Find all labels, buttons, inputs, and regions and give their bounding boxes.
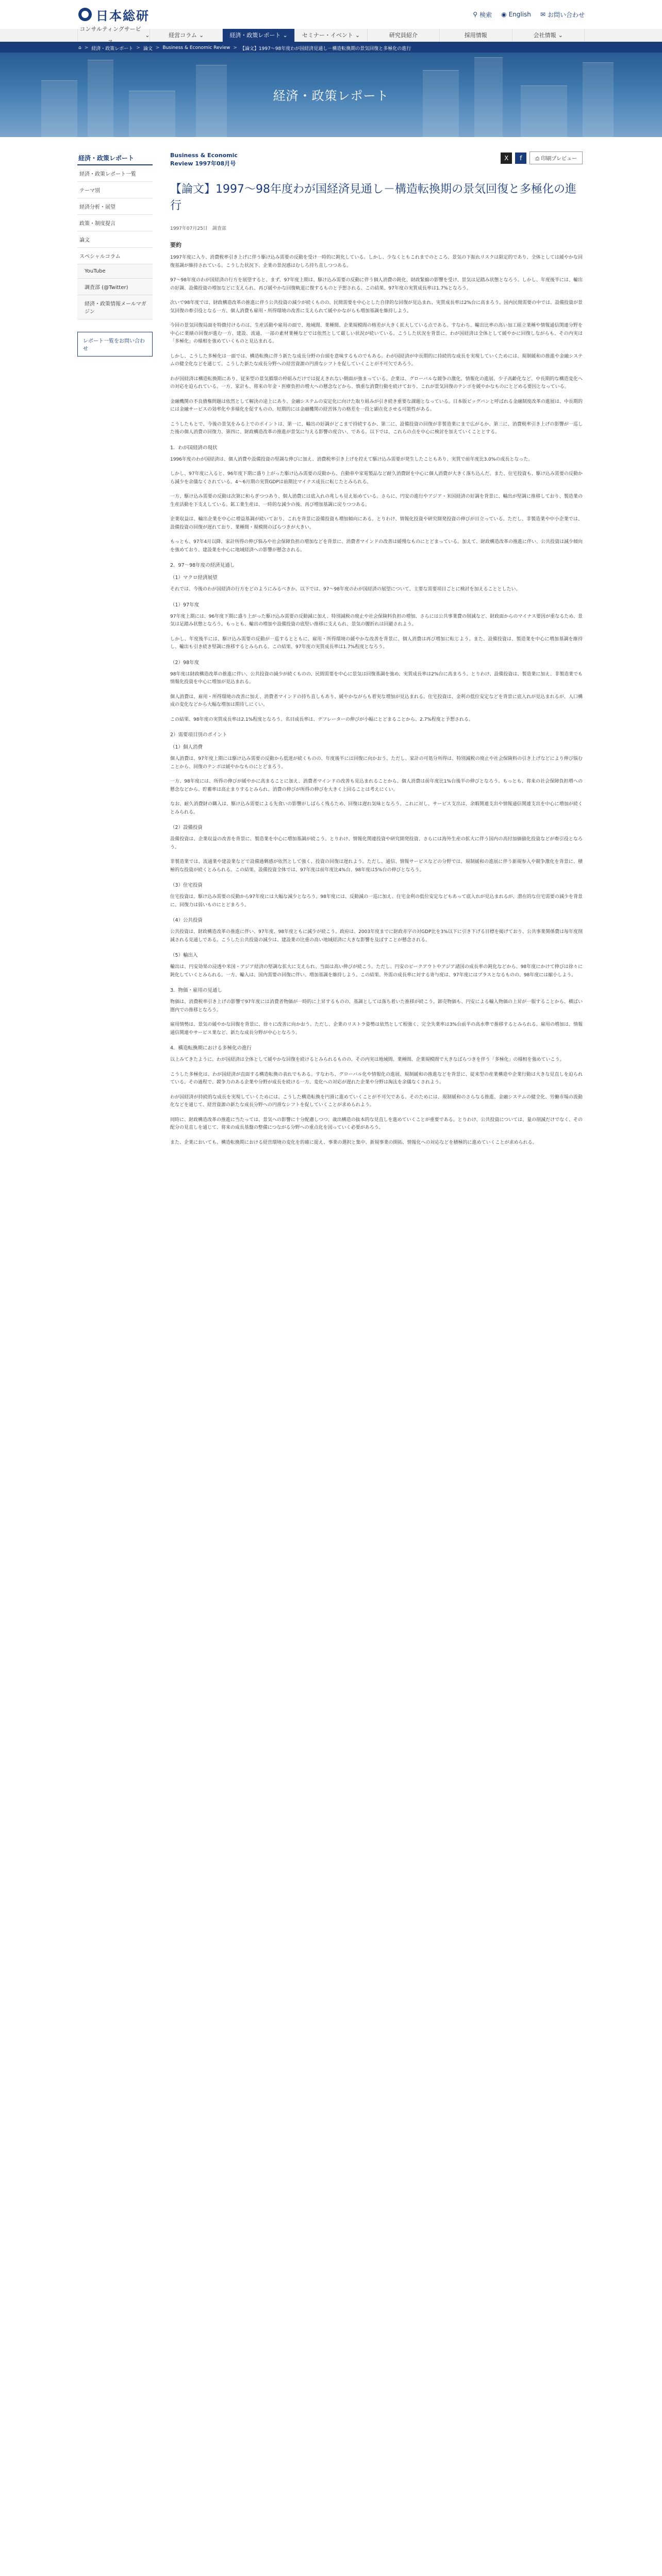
english-link[interactable] [501, 11, 531, 18]
body-paragraph: 1997年度に入り、消費税率引き上げに伴う駆け込み需要の反動を受け一時的に鈍化している。しかし、少なくともこれまでのところ、景気の下振れリスクは限定的であり、全体としては緩やかな回復基調が維持されている。こうした状況下、企業の景況感はむしろ持ち直しつつある。 [170, 255, 583, 268]
sidebar-item-policy[interactable] [77, 215, 153, 231]
sidebar-item-label: 政策・制度提言 [79, 221, 115, 227]
print-preview-button[interactable] [529, 151, 583, 164]
body-paragraph: しかし、年度後半には、駆け込み需要の反動が一巡するとともに、雇用・所得環境の緩やかな改善を背景に、個人消費は再び増加に転じよう。また、設備投資は、製造業を中心に増加基調を維持し、輸出も引き続き堅調に推移するとみられる。この結果、97年度の実質成長率は1.7%程度となろう。 [170, 636, 583, 650]
nav-item-label: 経済・政策レポート [229, 32, 281, 39]
body-paragraph: しかし、こうした多極化は一面では、構造転換に伴う新たな成長分野の台頭を意味するものでもある。わが国経済が中長期的に持続的な成長を実現していくためには、規制緩和の推進や金融システムの健全化などを通じて、こうした新たな成長分野への経営資源の円滑なシフトを促していくことが不可欠であろう。 [170, 353, 583, 367]
body-paragraph: この結果、98年度の実質成長率は2.1%程度となろう。名目成長率は、デフレーターの伸びが小幅にとどまることから、2.7%程度と予想される。 [170, 717, 473, 722]
nav-item-seminar[interactable] [294, 29, 367, 42]
header-utility-links [473, 10, 585, 19]
sidebar-item-label: YouTube [85, 268, 106, 274]
search-link-label: 検索 [479, 11, 492, 19]
logo-mark-icon [78, 8, 92, 21]
body-paragraph: なお、耐久消費財の購入は、駆け込み需要による先食いの影響がしばらく残るため、回復は遅れ気味となろう。これに対し、サービス支出は、余暇関連支出や情報通信関連支出を中心に増加が続くとみられる。 [170, 802, 583, 815]
body-paragraph: それでは、今後のわが国経済の行方をどのようにみるべきか。以下では、97～98年度のわが国経済の展望について、主要な需要項目ごとに検討を加えることとしたい。 [170, 587, 521, 592]
share-tools [501, 151, 583, 164]
sidebar-heading[interactable]: 経済・政策レポート [77, 151, 153, 165]
breadcrumb-separator: > [233, 45, 237, 50]
sidebar-item-special-column[interactable] [77, 248, 153, 264]
sidebar-item-label: テーマ別 [79, 188, 100, 194]
body-paragraph: 今回の景気回復局面を特徴付けるのは、生産活動や雇用の面で、地域間、業種間、企業規模間の格差が大きく拡大している点である。すなわち、輸出比率の高い加工組立業種や情報通信関連分野を中心に業績の回復が進む一方、建設、流通、一部の素材業種などでは依然として厳しい状況が続いている。こうした状況を背景に、わが国経済は全体として緩やかに回復しながらも、その内実は「多極化」の様相を強めていくものと見込まれる。 [170, 323, 583, 344]
hero-title: 経済・政策レポート [273, 89, 389, 103]
sidebar-item-label: 経済・政策情報メールマガジン [85, 301, 146, 315]
nav-item-label: 経営コラム [169, 32, 197, 39]
sidebar-item-label: スペシャルコラム [79, 254, 121, 260]
sidebar-item-papers[interactable] [77, 231, 153, 248]
nav-item-label: 採用情報 [464, 32, 487, 39]
sidebar-item-label: 経済分析・展望 [79, 205, 115, 210]
contact-link[interactable] [540, 10, 585, 19]
section-subheading: 2．97～98年度の経済見通し [170, 563, 235, 568]
body-paragraph: もっとも、97年4月以降、家計所得の伸び悩みや社会保障負担の増加などを背景に、消費者マインドの改善は緩慢なものにとどまっている。加えて、財政構造改革の推進に伴い、公共投資は減少傾向を強めており、建設業を中心に地域経済への影響が懸念される。 [170, 539, 583, 553]
body-paragraph: 非製造業では、流通業や建設業などで設備過剰感が依然として強く、投資の回復は遅れよう。ただし、通信、情報サービスなどの分野では、規制緩和の進展に伴う新規参入や競争激化を背景に、積極的な投資が続くとみられる。この結果、設備投資全体では、97年度は前年度比4%台、98年度は5%台の伸びとなろう。 [170, 859, 583, 873]
section-subheading: 2）需要項目別のポイント [170, 732, 227, 738]
section-subheading: （5）輸出入 [170, 953, 198, 958]
breadcrumb-separator: > [136, 45, 140, 50]
body-paragraph: 物価は、消費税率引き上げの影響で97年度には消費者物価が一時的に上昇するものの、基調としては落ち着いた推移が続こう。卸売物価も、円安による輸入物価の上昇が一服することから、横ばい圏内での推移となろう。 [170, 999, 583, 1013]
sidebar-item-twitter[interactable] [77, 279, 153, 295]
nav-item-label: コンサルティングサービス [79, 25, 141, 45]
sidebar-back-link[interactable]: レポート一覧をお問い合わせ [77, 332, 153, 357]
body-paragraph: 公共投資は、財政構造改革の推進に伴い、97年度、98年度ともに減少が続こう。政府は、2003年度までに財政赤字の対GDP比を3%以下に引き下げる目標を掲げており、公共事業関係費は毎年度削減される見通しである。こうした公共投資の減少は、建設業の比重の高い地域経済に大きな影響を及ぼすことが懸念される。 [170, 929, 583, 943]
nav-item-label: 研究員紹介 [389, 32, 418, 39]
body-paragraph: わが国経済が持続的な成長を実現していくためには、こうした構造転換を円滑に進めていくことが不可欠である。そのためには、規制緩和のさらなる推進、金融システムの健全化、労働市場の流動化などを通じて、経営資源の新たな成長分野への円滑なシフトを促していくことが求められよう。 [170, 1094, 583, 1108]
sidebar [77, 151, 153, 1154]
section-subheading: 1．わが国経済の現状 [170, 445, 218, 451]
body-paragraph: 97年度上期には、96年度下期に盛り上がった駆け込み需要の反動減に加え、特別減税の廃止や社会保険料負担の増加、さらには公共事業費の削減など、財政面からのマイナス要因が重なるため、景気は足踏み状態となろう。もっとも、輸出の増加や設備投資の底堅い推移に支えられ、景気の腰折れは回避されよう。 [170, 614, 583, 627]
nav-item-researchers[interactable] [367, 29, 439, 42]
home-icon[interactable]: ⌂ [78, 45, 81, 50]
breadcrumb-item[interactable]: 論文 [143, 46, 153, 52]
contact-link-label: お問い合わせ [547, 11, 585, 19]
article-body [170, 254, 583, 1147]
article [170, 151, 583, 1154]
body-paragraph: 97～98年度のわが国経済の行方を展望すると、まず、97年度上期は、駆け込み需要の反動に伴う個人消費の鈍化、財政緊縮の影響を受け、景気は足踏み状態となろう。しかし、年度後半には、輸出の好調、設備投資の増加などに支えられ、再び緩やかな回復軌道に復するものと予想される。この結果、97年度の実質成長率は1.7%となろう。 [170, 278, 583, 291]
sidebar-item-label: 論文 [79, 238, 90, 243]
section-subheading: （2）設備投資 [170, 825, 203, 831]
sidebar-item-theme[interactable] [77, 182, 153, 198]
breadcrumb-item[interactable]: 経済・政策レポート [91, 46, 134, 52]
body-paragraph: 1996年度のわが国経済は、個人消費や設備投資の堅調な伸びに加え、消費税率引き上げを控えて駆け込み需要が発生したこともあり、実質で前年度比3.0%の成長となった。 [170, 456, 533, 462]
search-link[interactable] [473, 10, 492, 19]
breadcrumb-item[interactable]: Business & Economic Review [162, 45, 230, 50]
nav-item-recruit[interactable] [439, 29, 511, 42]
body-paragraph: 個人消費は、97年度上期には駆け込み需要の反動から低迷が続くものの、年度後半には回復に向かおう。ただし、家計の可処分所得は、特別減税の廃止や社会保険料の引き上げなどにより伸び悩むことから、回復のテンポは緩やかなものにとどまろう。 [170, 756, 583, 770]
site-logo[interactable] [78, 6, 150, 24]
chevron-down-icon: ⌄ [198, 32, 204, 39]
body-paragraph: 一方、98年度には、所得の伸びが緩やかに高まることに加え、消費者マインドの改善も見込まれることから、個人消費は前年度比1%台後半の伸びとなろう。もっとも、将来の社会保障負担増への懸念などから、貯蓄率は高止まりするとみられ、消費の伸びが所得の伸びを大きく上回ることは考えにくい。 [170, 779, 583, 792]
breadcrumb-current: 【論文】1997～98年度わが国経済見通し－構造転換期の景気回復と多極化の進行 [240, 46, 411, 52]
body-paragraph: 輸出は、円安効果の浸透や米国・アジア経済の堅調な拡大に支えられ、当面は高い伸びが続こう。ただし、円安のピークアウトやアジア諸国の成長率の鈍化などから、98年度にかけて伸びは徐々に鈍化していくとみられる。一方、輸入は、国内需要の回復に伴い、増加基調を維持しよう。この結果、外需の成長率に対する寄与度は、97年度にはプラスとなるものの、98年度には縮小しよう。 [170, 964, 583, 978]
nav-item-company[interactable] [512, 29, 585, 42]
sidebar-item-youtube[interactable] [77, 264, 153, 279]
article-header-row [170, 151, 583, 168]
printer-icon: ⎙ [535, 156, 540, 162]
article-title: 【論文】1997～98年度わが国経済見通し－構造転換期の景気回復と多極化の進行 [170, 183, 576, 212]
sidebar-item-analysis[interactable] [77, 198, 153, 215]
body-paragraph: 以上みてきたように、わが国経済は全体として緩やかな回復を続けるとみられるものの、その内実は地域間、業種間、企業規模間で大きなばらつきを伴う「多極化」の様相を強めていこう。 [170, 1057, 565, 1062]
body-paragraph: しかし、97年度に入ると、96年度下期に盛り上がった駆け込み需要の反動から、自動車や家電製品など耐久消費財を中心に個人消費が大きく落ち込んだ。また、住宅投資も、駆け込み需要の反動から減少を余儀なくされている。4～6月期の実質GDPは前期比マイナス成長に転じたとみられる。 [170, 471, 583, 485]
facebook-share-icon[interactable]: f [515, 152, 526, 164]
section-subheading: （3）住宅投資 [170, 883, 203, 888]
logo-text: 日本総研 [96, 8, 150, 23]
body-paragraph: また、企業においても、構造転換期における経営環境の変化を的確に捉え、事業の選択と集中、新規事業の開拓、情報化への対応などを積極的に進めていくことが求められる。 [170, 1140, 537, 1145]
chevron-down-icon: ⌄ [145, 32, 150, 39]
body-paragraph: 個人消費は、雇用・所得環境の改善に加え、消費者マインドの持ち直しもあり、緩やかながらも着実な増加が見込まれる。住宅投資は、金利の低位安定などを背景に底入れが見込まれるが、人口構成の変化などから大幅な増加は期待しにくい。 [170, 694, 583, 707]
article-date-author: 1997年07月25日 調査部 [170, 226, 226, 231]
sidebar-item-mailmagazine[interactable] [77, 295, 153, 319]
global-nav [0, 25, 662, 45]
chevron-down-icon: ⌄ [283, 32, 288, 39]
body-paragraph: こうしたもとで、今後の景気をみる上でのポイントは、第一に、輸出の好調がどこまで持続するか、第二に、設備投資の回復が非製造業にまで広がるか、第三に、消費税率引き上げの影響が一巡した後の個人消費の回復力、第四に、財政構造改革の推進が景気に与える影響の度合い、である。以下では、これらの点を中心に検討を加えていくこととする。 [170, 421, 583, 435]
x-share-icon[interactable]: X [501, 152, 512, 164]
section-subheading: （1）97年度 [170, 602, 200, 608]
body-paragraph: 金融機関の不良債権問題は依然として解決の途上にあり、金融システムの安定化に向けた取り組みが引き続き重要な課題となっている。日本版ビッグバンと呼ばれる金融制度改革の進展は、中長期的には金融サービスの効率化や多様化を促すものの、短期的には金融機関の経営体力の格差を一段と顕在化させる可能性がある。 [170, 399, 583, 412]
body-paragraph: 雇用情勢は、景気の緩やかな回復を背景に、徐々に改善に向かおう。ただし、企業のリストラ姿勢は依然として根強く、完全失業率は3%台前半の高水準で推移するとみられる。雇用の増加は、情報通信関連やサービス業など、新たな成長分野が中心となろう。 [170, 1022, 583, 1036]
nav-item-consulting[interactable] [77, 25, 150, 45]
nav-item-label: 会社情報 [533, 32, 556, 39]
breadcrumb-separator: > [155, 45, 160, 50]
globe-icon: ◉ [501, 11, 507, 18]
breadcrumb-separator: > [84, 45, 89, 50]
body-paragraph: 設備投資は、企業収益の改善を背景に、製造業を中心に増加基調が続こう。とりわけ、情報化関連投資や研究開発投資、さらには海外生産の拡大に伴う国内の高付加価値化投資などが牽引役となろう。 [170, 837, 583, 850]
nav-item-column[interactable] [150, 29, 222, 42]
section-subheading: （1）個人消費 [170, 744, 203, 750]
search-icon: ⚲ [473, 11, 478, 18]
body-paragraph: 企業収益は、輸出企業を中心に増益基調が続いており、これを背景に設備投資も増加傾向にある。とりわけ、情報化投資や研究開発投資の伸びが目立っている。ただし、非製造業や中小企業では、設備投資の回復が遅れており、業種間・規模間のばらつきが大きい。 [170, 517, 583, 530]
body-paragraph: こうした多極化は、わが国経済が直面する構造転換の表れでもある。すなわち、グローバル化や情報化の進展、規制緩和の推進などを背景に、従来型の産業構造や企業行動は大きな見直しを迫られている。その過程で、競争力のある企業や分野が成長を続ける一方、変化への対応が遅れた企業や分野は淘汰を余儀なくされよう。 [170, 1072, 583, 1085]
content-area [0, 151, 662, 1154]
hero-banner [0, 53, 662, 137]
body-paragraph: 一方、駆け込み需要の反動は次第に和らぎつつあり、個人消費には底入れの兆しも見え始めている。さらに、円安の進行やアジア・米国経済の好調を背景に、輸出が堅調に推移しており、製造業の生産活動を下支えしている。鉱工業生産は、一時的な減少の後、再び増加基調に戻りつつある。 [170, 494, 583, 507]
body-paragraph: 住宅投資は、駆け込み需要の反動から97年度には大幅な減少となろう。98年度には、反動減の一巡に加え、住宅金利の低位安定などもあって底入れが見込まれるが、潜在的な住宅需要の減少を背景に、回復力は弱いものにとどまろう。 [170, 894, 583, 908]
section-subheading: （4）公共投資 [170, 918, 203, 923]
print-preview-label: 印刷プレビュー [541, 156, 577, 162]
mail-icon: ✉ [540, 11, 545, 18]
body-paragraph: わが国経済は構造転換期にあり、従来型の景気循環の枠組みだけでは捉えきれない側面が強まっている。企業は、グローバルな競争の激化、情報化の進展、少子高齢化など、中長期的な構造変化への対応を迫られている。一方、家計も、将来の年金・医療負担の増大への懸念などから、慎重な消費行動を続けており、これが景気回復のテンポを緩やかなものにとどめる要因となっている。 [170, 376, 583, 389]
nav-item-label: セミナー・イベント [302, 32, 353, 39]
breadcrumb [0, 43, 662, 53]
summary-heading: 要約 [170, 242, 181, 248]
body-paragraph: 次いで98年度では、財政構造改革の推進に伴う公共投資の減少が続くものの、民間需要を中心とした自律的な回復が見込まれ、実質成長率は2%台に高まろう。国内民間需要の中では、設備投資が景気回復の牽引役となる一方、個人消費も雇用・所得環境の改善に支えられて緩やかながらも増加基調を維持しよう。 [170, 300, 583, 314]
section-subheading: （1）マクロ経済展望 [170, 575, 218, 581]
sidebar-item-label: 経済・政策レポート一覧 [79, 172, 136, 177]
body-paragraph: 98年度は財政構造改革の推進に伴い、公共投資の減少が続くものの、民間需要を中心に景気は回復基調を強め、実質成長率は2%台に高まろう。とりわけ、設備投資は、製造業に加え、非製造業でも情報化投資を中心に増加が見込まれる。 [170, 671, 583, 685]
chevron-down-icon: ⌄ [558, 32, 563, 39]
hero-building-shape [423, 70, 459, 137]
sidebar-item-label: 調査部 (@Twitter) [85, 285, 128, 291]
section-subheading: 4．構造転換期における多極化の進行 [170, 1045, 252, 1051]
sidebar-item-list[interactable] [77, 165, 153, 182]
english-link-label: English [508, 11, 531, 18]
chevron-down-icon: ⌄ [355, 32, 360, 39]
section-subheading: 3．物価・雇用の見通し [170, 988, 223, 993]
body-paragraph: 同時に、財政構造改革の推進に当たっては、景気への影響に十分配慮しつつ、歳出構造の抜本的な見直しを進めていくことが重要である。とりわけ、公共投資については、量の削減だけでなく、その配分の見直しを通じて、将来の成長基盤の整備につながる分野への重点化を図っていく必要があろう。 [170, 1117, 583, 1130]
section-subheading: （2）98年度 [170, 659, 200, 666]
nav-item-reports[interactable] [222, 29, 294, 42]
article-series: Business & Economic Review 1997年08月号 [170, 152, 238, 167]
